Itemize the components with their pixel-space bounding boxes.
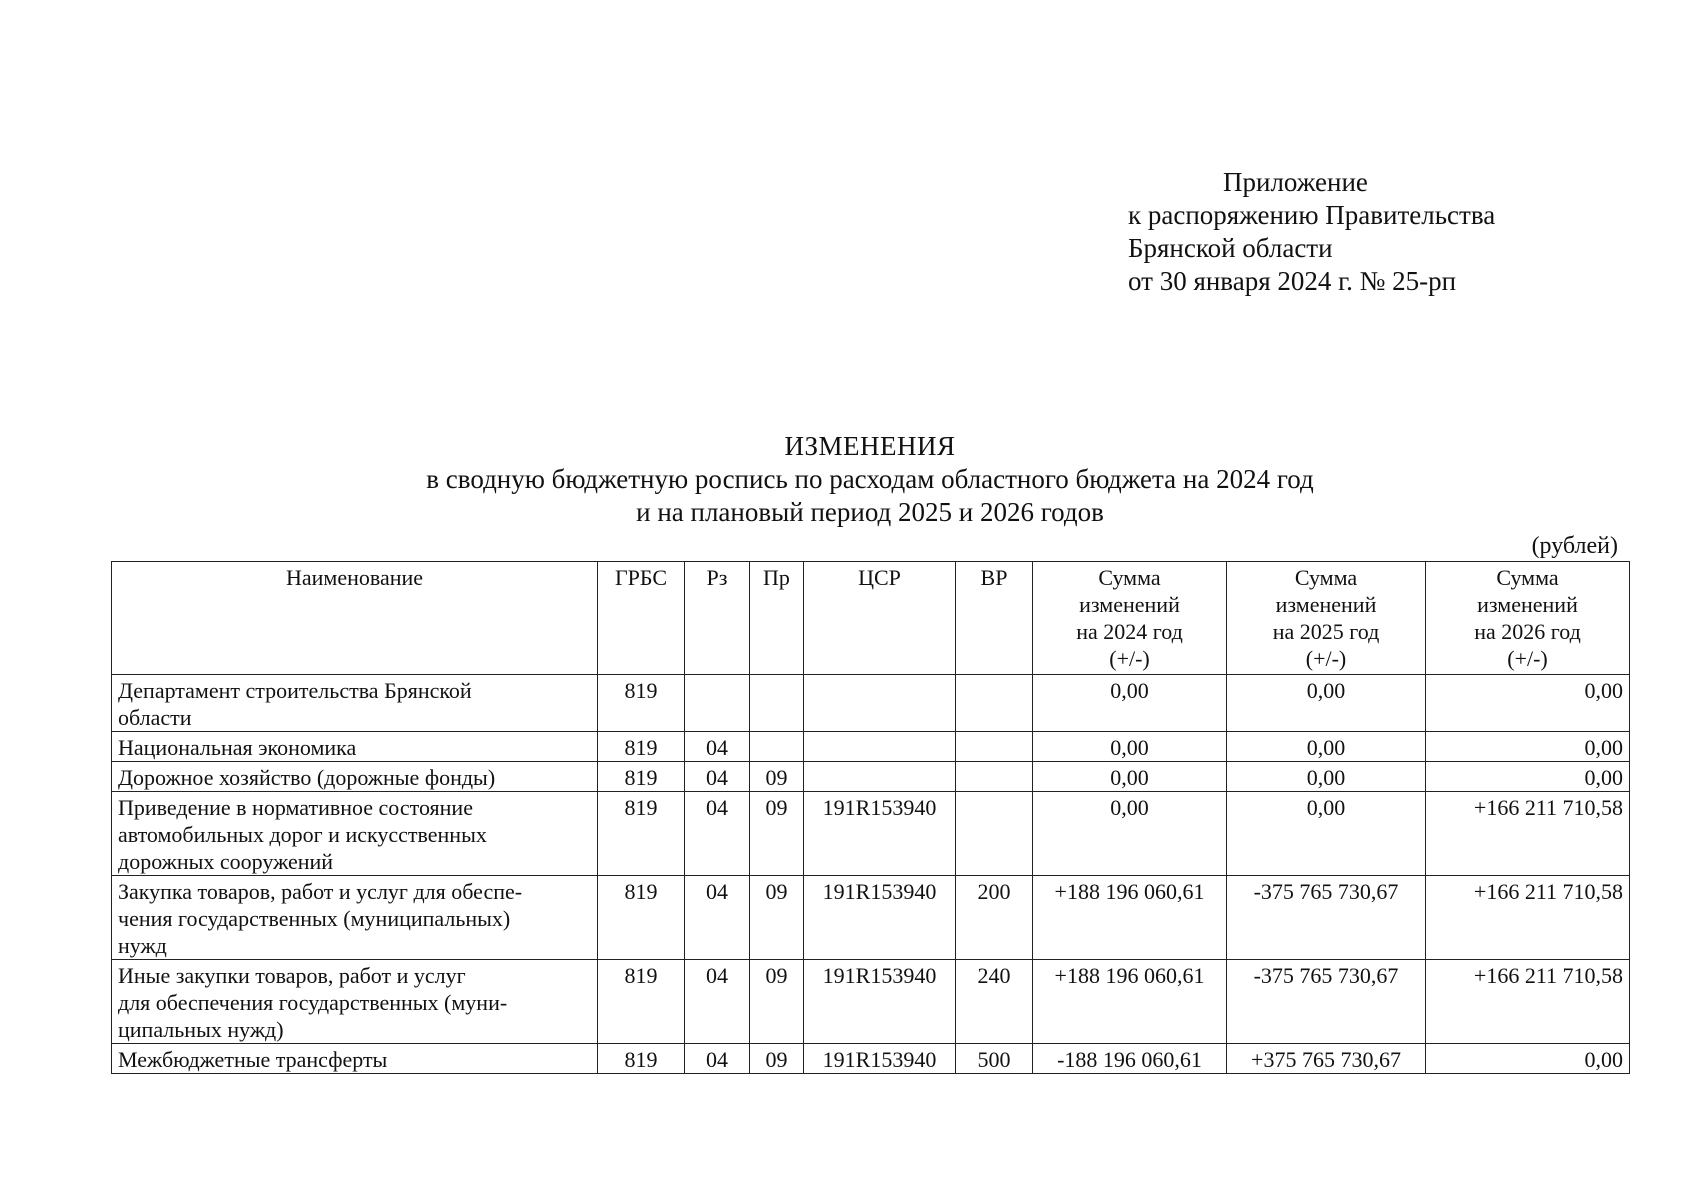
- header-line: на 2024 год: [1076, 619, 1183, 644]
- cell-name-line: области: [118, 705, 192, 730]
- cell-csr: [804, 732, 956, 762]
- header-csr: ЦСР: [804, 562, 956, 675]
- cell-name: [112, 876, 598, 960]
- table-row: [112, 732, 1630, 762]
- cell-csr: 191R153940: [804, 1044, 956, 1074]
- cell-name: [112, 762, 598, 792]
- cell-rz: 04: [685, 876, 750, 960]
- cell-name-line: автомобильных дорог и искусственных: [118, 822, 487, 847]
- cell-pr: [750, 732, 804, 762]
- table-row: [112, 876, 1630, 960]
- cell-rz: 04: [685, 732, 750, 762]
- table-body: [112, 675, 1630, 1074]
- cell-csr: 191R153940: [804, 960, 956, 1044]
- cell-sum-2025: 0,00: [1227, 732, 1426, 762]
- cell-name: [112, 1044, 598, 1074]
- table-row: [112, 960, 1630, 1044]
- cell-grbs: 819: [598, 876, 685, 960]
- cell-sum-2024: 0,00: [1033, 792, 1227, 876]
- header-sum-2024: [1033, 562, 1227, 675]
- document-subtitle: и на плановый период 2025 и 2026 годов: [636, 497, 1104, 527]
- table-row: [112, 792, 1630, 876]
- cell-sum-2026: 0,00: [1426, 732, 1630, 762]
- cell-grbs: 819: [598, 732, 685, 762]
- cell-sum-2025: 0,00: [1227, 792, 1426, 876]
- appendix-title: Приложение: [1223, 167, 1368, 197]
- table-row: [112, 675, 1630, 732]
- cell-name: [112, 675, 598, 732]
- cell-name-line: для обеспечения государственных (муни-: [118, 990, 508, 1015]
- header-sum-2026: [1426, 562, 1630, 675]
- document-title: ИЗМЕНЕНИЯ: [784, 431, 956, 461]
- cell-name: [112, 732, 598, 762]
- header-line: Сумма: [1294, 565, 1358, 590]
- cell-sum-2024: +188 196 060,61: [1033, 960, 1227, 1044]
- appendix-line: Брянской области: [1128, 233, 1333, 263]
- cell-name-line: Межбюджетные трансферты: [118, 1047, 388, 1072]
- header-pr: Пр: [750, 562, 804, 675]
- cell-sum-2024: 0,00: [1033, 732, 1227, 762]
- cell-name-line: ципальных нужд): [118, 1017, 284, 1042]
- header-line: на 2025 год: [1272, 619, 1380, 644]
- appendix-block: [1128, 166, 1495, 298]
- document-title-block: [0, 430, 1698, 529]
- cell-sum-2026: 0,00: [1426, 675, 1630, 732]
- header-line: Сумма: [1098, 565, 1161, 590]
- cell-vr: 500: [956, 1044, 1033, 1074]
- cell-name-line: Дорожное хозяйство (дорожные фонды): [118, 765, 496, 790]
- cell-pr: 09: [750, 1044, 804, 1074]
- table-row: [112, 1044, 1630, 1074]
- cell-sum-2026: +166 211 710,58: [1426, 792, 1630, 876]
- cell-csr: [804, 762, 956, 792]
- cell-rz: 04: [685, 792, 750, 876]
- header-line: изменений: [1275, 592, 1377, 617]
- document-subtitle: в сводную бюджетную роспись по расходам областного бюджета на 2024 год: [426, 464, 1314, 494]
- cell-grbs: 819: [598, 1044, 685, 1074]
- cell-name: [112, 960, 598, 1044]
- cell-grbs: 819: [598, 762, 685, 792]
- header-line: (+/-): [1507, 646, 1548, 671]
- cell-name-line: Национальная экономика: [118, 735, 357, 760]
- cell-pr: [750, 675, 804, 732]
- cell-vr: [956, 732, 1033, 762]
- cell-vr: 200: [956, 876, 1033, 960]
- cell-sum-2024: -188 196 060,61: [1033, 1044, 1227, 1074]
- header-line: (+/-): [1109, 646, 1150, 671]
- cell-rz: 04: [685, 960, 750, 1044]
- appendix-date-number: от 30 января 2024 г. № 25-рп: [1128, 266, 1457, 296]
- cell-sum-2025: -375 765 730,67: [1227, 876, 1426, 960]
- header-rz: Рз: [685, 562, 750, 675]
- cell-rz: 04: [685, 1044, 750, 1074]
- header-vr: ВР: [956, 562, 1033, 675]
- cell-csr: 191R153940: [804, 792, 956, 876]
- cell-vr: [956, 792, 1033, 876]
- cell-sum-2025: +375 765 730,67: [1227, 1044, 1426, 1074]
- budget-table: [111, 561, 1630, 1074]
- cell-sum-2025: -375 765 730,67: [1227, 960, 1426, 1044]
- cell-grbs: 819: [598, 675, 685, 732]
- cell-sum-2026: +166 211 710,58: [1426, 876, 1630, 960]
- cell-pr: 09: [750, 960, 804, 1044]
- cell-name-line: нужд: [118, 933, 167, 958]
- header-name: Наименование: [112, 562, 598, 675]
- cell-pr: 09: [750, 762, 804, 792]
- cell-sum-2024: +188 196 060,61: [1033, 876, 1227, 960]
- cell-sum-2025: 0,00: [1227, 762, 1426, 792]
- cell-rz: 04: [685, 762, 750, 792]
- cell-sum-2024: 0,00: [1033, 762, 1227, 792]
- header-line: (+/-): [1305, 646, 1347, 671]
- header-line: Сумма: [1496, 565, 1559, 590]
- cell-rz: [685, 675, 750, 732]
- cell-csr: [804, 675, 956, 732]
- cell-csr: 191R153940: [804, 876, 956, 960]
- cell-pr: 09: [750, 876, 804, 960]
- cell-name-line: Иные закупки товаров, работ и услуг: [118, 963, 466, 988]
- header-sum-2025: [1227, 562, 1426, 675]
- cell-sum-2026: +166 211 710,58: [1426, 960, 1630, 1044]
- header-line: изменений: [1477, 592, 1578, 617]
- table-row: [112, 762, 1630, 792]
- cell-grbs: 819: [598, 792, 685, 876]
- cell-name-line: Департамент строительства Брянской: [118, 678, 472, 703]
- header-grbs: ГРБС: [598, 562, 685, 675]
- cell-name: [112, 792, 598, 876]
- cell-name-line: Приведение в нормативное состояние: [118, 795, 473, 820]
- cell-name-line: дорожных сооружений: [118, 849, 334, 874]
- cell-vr: 240: [956, 960, 1033, 1044]
- appendix-line: к распоряжению Правительства: [1128, 200, 1496, 230]
- cell-sum-2024: 0,00: [1033, 675, 1227, 732]
- cell-sum-2026: 0,00: [1426, 1044, 1630, 1074]
- cell-vr: [956, 675, 1033, 732]
- cell-sum-2025: 0,00: [1227, 675, 1426, 732]
- table-header-row: [112, 562, 1630, 675]
- cell-grbs: 819: [598, 960, 685, 1044]
- cell-pr: 09: [750, 792, 804, 876]
- cell-sum-2026: 0,00: [1426, 762, 1630, 792]
- header-line: на 2026 год: [1474, 619, 1581, 644]
- cell-name-line: Закупка товаров, работ и услуг для обеспе-: [118, 879, 523, 904]
- header-line: изменений: [1079, 592, 1180, 617]
- units-label: (рублей): [1531, 533, 1618, 559]
- cell-name-line: чения государственных (муниципальных): [118, 906, 511, 931]
- cell-vr: [956, 762, 1033, 792]
